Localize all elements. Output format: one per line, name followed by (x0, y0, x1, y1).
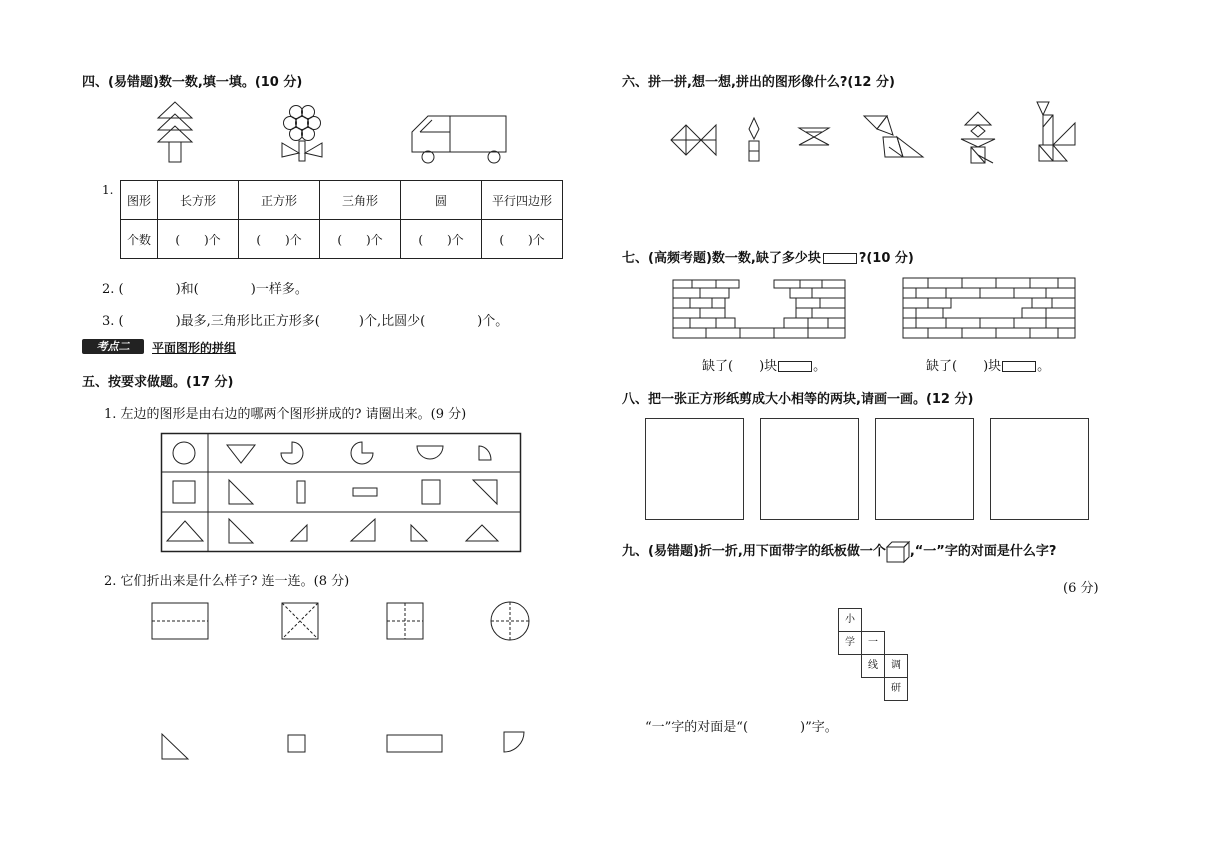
q8-title: 八、把一张正方形纸剪成大小相等的两块,请画一画。(12 分) (622, 392, 974, 407)
truck-figure (410, 114, 510, 166)
cube-icon (886, 541, 910, 563)
tangram-swan (863, 115, 925, 161)
q9-title-a: 九、(易错题)折一折,用下面带字的纸板做一个 (622, 544, 886, 559)
fold-paper-diagonal-square[interactable] (281, 602, 321, 642)
answer-blank[interactable]: ( )个 (482, 220, 563, 259)
q7-answer-2-text: 缺了( )块 (926, 359, 1002, 374)
square-paper-2[interactable] (760, 418, 859, 520)
count-table (120, 180, 563, 259)
answer-blank[interactable]: ( )个 (320, 220, 401, 259)
q4-sub3: 3. ( )最多,三角形比正方形多( )个,比圆少( )个。 (102, 314, 509, 329)
result-triangle[interactable] (161, 733, 191, 761)
q9-answer: “一”字的对面是“( )”字。 (645, 720, 838, 735)
net-cell: 调 (884, 654, 908, 678)
q7-answer-2 (926, 355, 1050, 374)
square-paper-1[interactable] (645, 418, 744, 520)
answer-blank[interactable]: ( )个 (401, 220, 482, 259)
q4-sub1-label: 1. (102, 183, 114, 197)
q9-score: (6 分) (1063, 581, 1099, 596)
answer-blank[interactable]: ( )个 (158, 220, 239, 259)
tree-figure (155, 100, 195, 164)
net-cell: 线 (861, 654, 885, 678)
q4-sub2: 2. ( )和( )一样多。 (102, 282, 308, 297)
shape-grid (161, 433, 521, 553)
q7-answer-1-text: 缺了( )块 (702, 359, 778, 374)
fold-paper-circle[interactable] (490, 601, 532, 643)
square-paper-4[interactable] (990, 418, 1089, 520)
fold-paper-rectangle[interactable] (151, 602, 209, 642)
net-cell: 研 (884, 677, 908, 701)
brick-icon (1002, 361, 1036, 372)
result-rectangle[interactable] (386, 734, 444, 754)
result-quarter-circle[interactable] (503, 731, 527, 755)
q9-title-b: ,“一”字的对面是什么字? (909, 544, 1057, 559)
table-cell: 个数 (121, 220, 158, 259)
q7-title-b: ?(10 分) (858, 251, 914, 266)
q5-sub2: 2. 它们折出来是什么样子? 连一连。(8 分) (104, 574, 350, 589)
tangram-boot (1035, 101, 1079, 165)
fold-paper-cross-square[interactable] (386, 602, 426, 642)
q5-sub1: 1. 左边的图形是由右边的哪两个图形拼成的? 请圈出来。(9 分) (104, 407, 467, 422)
q4-title: 四、(易错题)数一数,填一填。(10 分) (82, 75, 303, 90)
net-cell: 一 (861, 631, 885, 655)
answer-blank[interactable]: ( )个 (239, 220, 320, 259)
flower-figure (276, 103, 328, 163)
q7-answer-2-end: 。 (1037, 359, 1051, 374)
brick-icon (823, 253, 857, 264)
table-row (121, 181, 563, 220)
q7-answer-1 (702, 355, 826, 374)
q7-title-a: 七、(高频考题)数一数,缺了多少块 (622, 251, 821, 266)
tangram-person (957, 111, 999, 165)
table-cell: 图形 (121, 181, 158, 220)
q6-title: 六、拼一拼,想一想,拼出的图形像什么?(12 分) (622, 75, 895, 90)
net-cell: 学 (838, 631, 862, 655)
section-title: 平面图形的拼组 (152, 341, 237, 355)
tangram-hourglass (798, 127, 830, 147)
table-row (121, 220, 563, 259)
brick-icon (778, 361, 812, 372)
q7-answer-1-end: 。 (813, 359, 827, 374)
net-cell: 小 (838, 608, 862, 632)
q5-title: 五、按要求做题。(17 分) (82, 375, 234, 390)
square-paper-3[interactable] (875, 418, 974, 520)
q9-title (622, 540, 1056, 563)
tangram-candle (746, 117, 762, 163)
brick-wall-1 (672, 280, 846, 340)
table-cell: 正方形 (239, 181, 320, 220)
q7-title (622, 247, 914, 266)
table-cell: 长方形 (158, 181, 239, 220)
table-cell: 圆 (401, 181, 482, 220)
table-cell: 三角形 (320, 181, 401, 220)
section-badge: 考点二 (82, 339, 144, 354)
brick-wall-2 (902, 278, 1076, 340)
tangram-fish (670, 120, 720, 162)
result-square[interactable] (287, 734, 307, 754)
table-cell: 平行四边形 (482, 181, 563, 220)
